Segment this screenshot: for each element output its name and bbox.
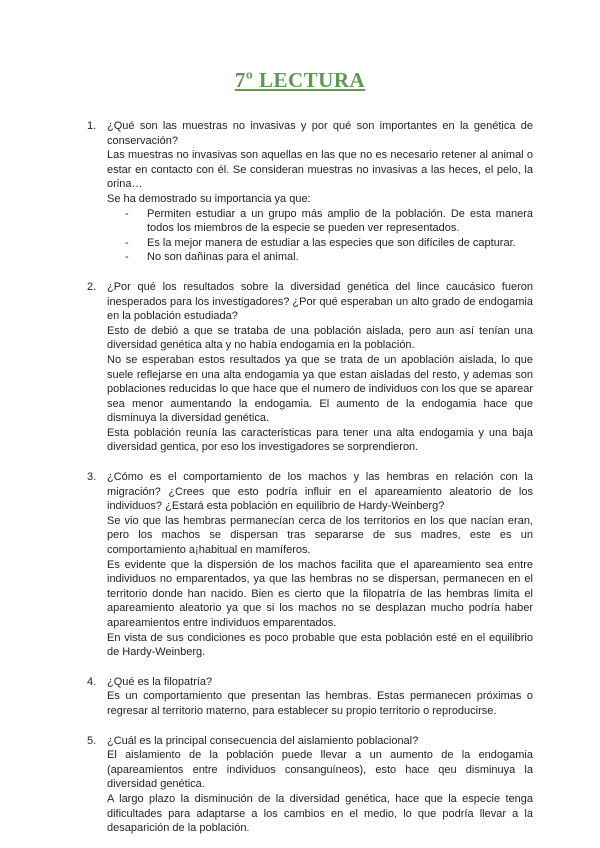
- answer-paragraph: Se vio que las hembras permanecían cerca de los territorios en los que nacían eran, pero los machos se dispersan tras separarse de sus madres, este es un comportamiento a¡habitual en mamíferos.: [107, 514, 533, 557]
- bullet-dash-icon: -: [125, 207, 129, 220]
- question-body: [107, 470, 533, 660]
- bullet-item: [107, 207, 533, 236]
- question-text: ¿Cómo es el comportamiento de los machos y las hembras en relación con la migración? ¿Crees que esto podría influir en el apareamiento aleatorio de los individuos? ¿Estará esta población en equilibrio de Hardy-Weinberg?: [107, 471, 533, 513]
- question-block-1: [87, 119, 533, 265]
- question-number: 5.: [87, 734, 97, 747]
- bullet-text: No son dañinas para el animal.: [147, 251, 299, 264]
- bullet-dash-icon: -: [125, 251, 129, 264]
- answer-paragraph: No se esperaban estos resultados ya que se trata de un apoblación aislada, lo que suele reflejarse en una alta endogamia ya que estan aisladas del resto, y ademas son poblaciones reducidas lo que hace que el numero de individuos con los que se aparear sea menor aumentando la endogamia. El aumento de la endogamia hace que disminuya la diversidad genética.: [107, 353, 533, 425]
- question-body: [107, 119, 533, 265]
- question-text: ¿Qué son las muestras no invasivas y por qué son importantes en la genética de conservación?: [107, 120, 533, 147]
- question-block-5: [87, 734, 533, 836]
- question-body: [107, 675, 533, 719]
- question-block-3: [87, 470, 533, 660]
- answer-paragraph: Las muestras no invasivas son aquellas en las que no es necesario retener al animal o estar en contacto con él. Se consideran muestras no invasivas a las heces, el pelo, la orina…: [107, 149, 533, 191]
- bullet-text: Permiten estudiar a un grupo más amplio de la población. De esta manera todos los miembros de la especie se pueden ver representados.: [147, 207, 533, 235]
- answer-paragraph: Se ha demostrado su importancia ya que:: [107, 192, 311, 205]
- answer-paragraph: Es un comportamiento que presentan las hembras. Estas permanecen próximas o regresar al territorio materno, para establecer su propio territorio o reproducirse.: [107, 690, 533, 717]
- answer-paragraph: El aislamiento de la población puede llevar a un aumento de la endogamia (apareamientos entre individuos consanguíneos), esto hace qeu disminuya la diversidad genética.: [107, 749, 533, 791]
- question-text: ¿Cuál es la principal consecuencia del aislamiento poblacional?: [107, 734, 419, 747]
- question-block-2: [87, 280, 533, 455]
- document-body: [87, 119, 533, 836]
- question-text: ¿Por qué los resultados sobre la diversidad genética del lince caucásico fueron inesperados para los investigadores? ¿Por qué esperaban un alto grado de endogamia en la población estudiada?: [107, 280, 533, 323]
- question-block-4: [87, 675, 533, 719]
- bullet-item: [107, 236, 533, 251]
- answer-paragraph: En vista de sus condiciones es poco probable que esta población esté en el equilibrio de Hardy-Weinberg.: [107, 631, 533, 659]
- bullet-dash-icon: -: [125, 236, 129, 249]
- bullet-item: [107, 250, 533, 265]
- answer-paragraph: Esta población reunía las caracteristicas para tener una alta endogamia y una baja diversidad gentica, por eso los investigadores se sorprendieron.: [107, 426, 533, 454]
- question-number: 2.: [87, 280, 97, 293]
- question-number: 1.: [87, 120, 97, 132]
- page-title: 7º LECTURA: [234, 68, 366, 92]
- question-text: ¿Qué es la filopatría?: [107, 675, 213, 688]
- question-body: [107, 280, 533, 455]
- bullet-text: Es la mejor manera de estudiar a las especies que son difíciles de capturar.: [147, 236, 516, 249]
- question-number: 4.: [87, 675, 97, 688]
- answer-paragraph: Esto de debió a que se trataba de una población aislada, pero aun así tenían una diversidad genética alta y no había endogamia en la población.: [107, 324, 533, 352]
- answer-paragraph: Es evidente que la dispersión de los machos facilita que el apareamiento sea entre individuos no emparentados, ya que las hembras no se dispersan, permanecen en el territorio donde han nacido. Bien es cierto que la filopatría de las hembras limita el apareamiento aleatorio ya que si los machos no se desplazan mucho podría haber apareamientos entre individuos emparentados.: [107, 558, 533, 629]
- answer-paragraph: A largo plazo la disminución de la diversidad genética, hace que la especie tenga dificultades para adaptarse a los cambios en el medio, lo que podría llevar a la desaparición de la población.: [107, 792, 533, 835]
- question-number: 3.: [87, 471, 97, 484]
- question-body: [107, 734, 533, 836]
